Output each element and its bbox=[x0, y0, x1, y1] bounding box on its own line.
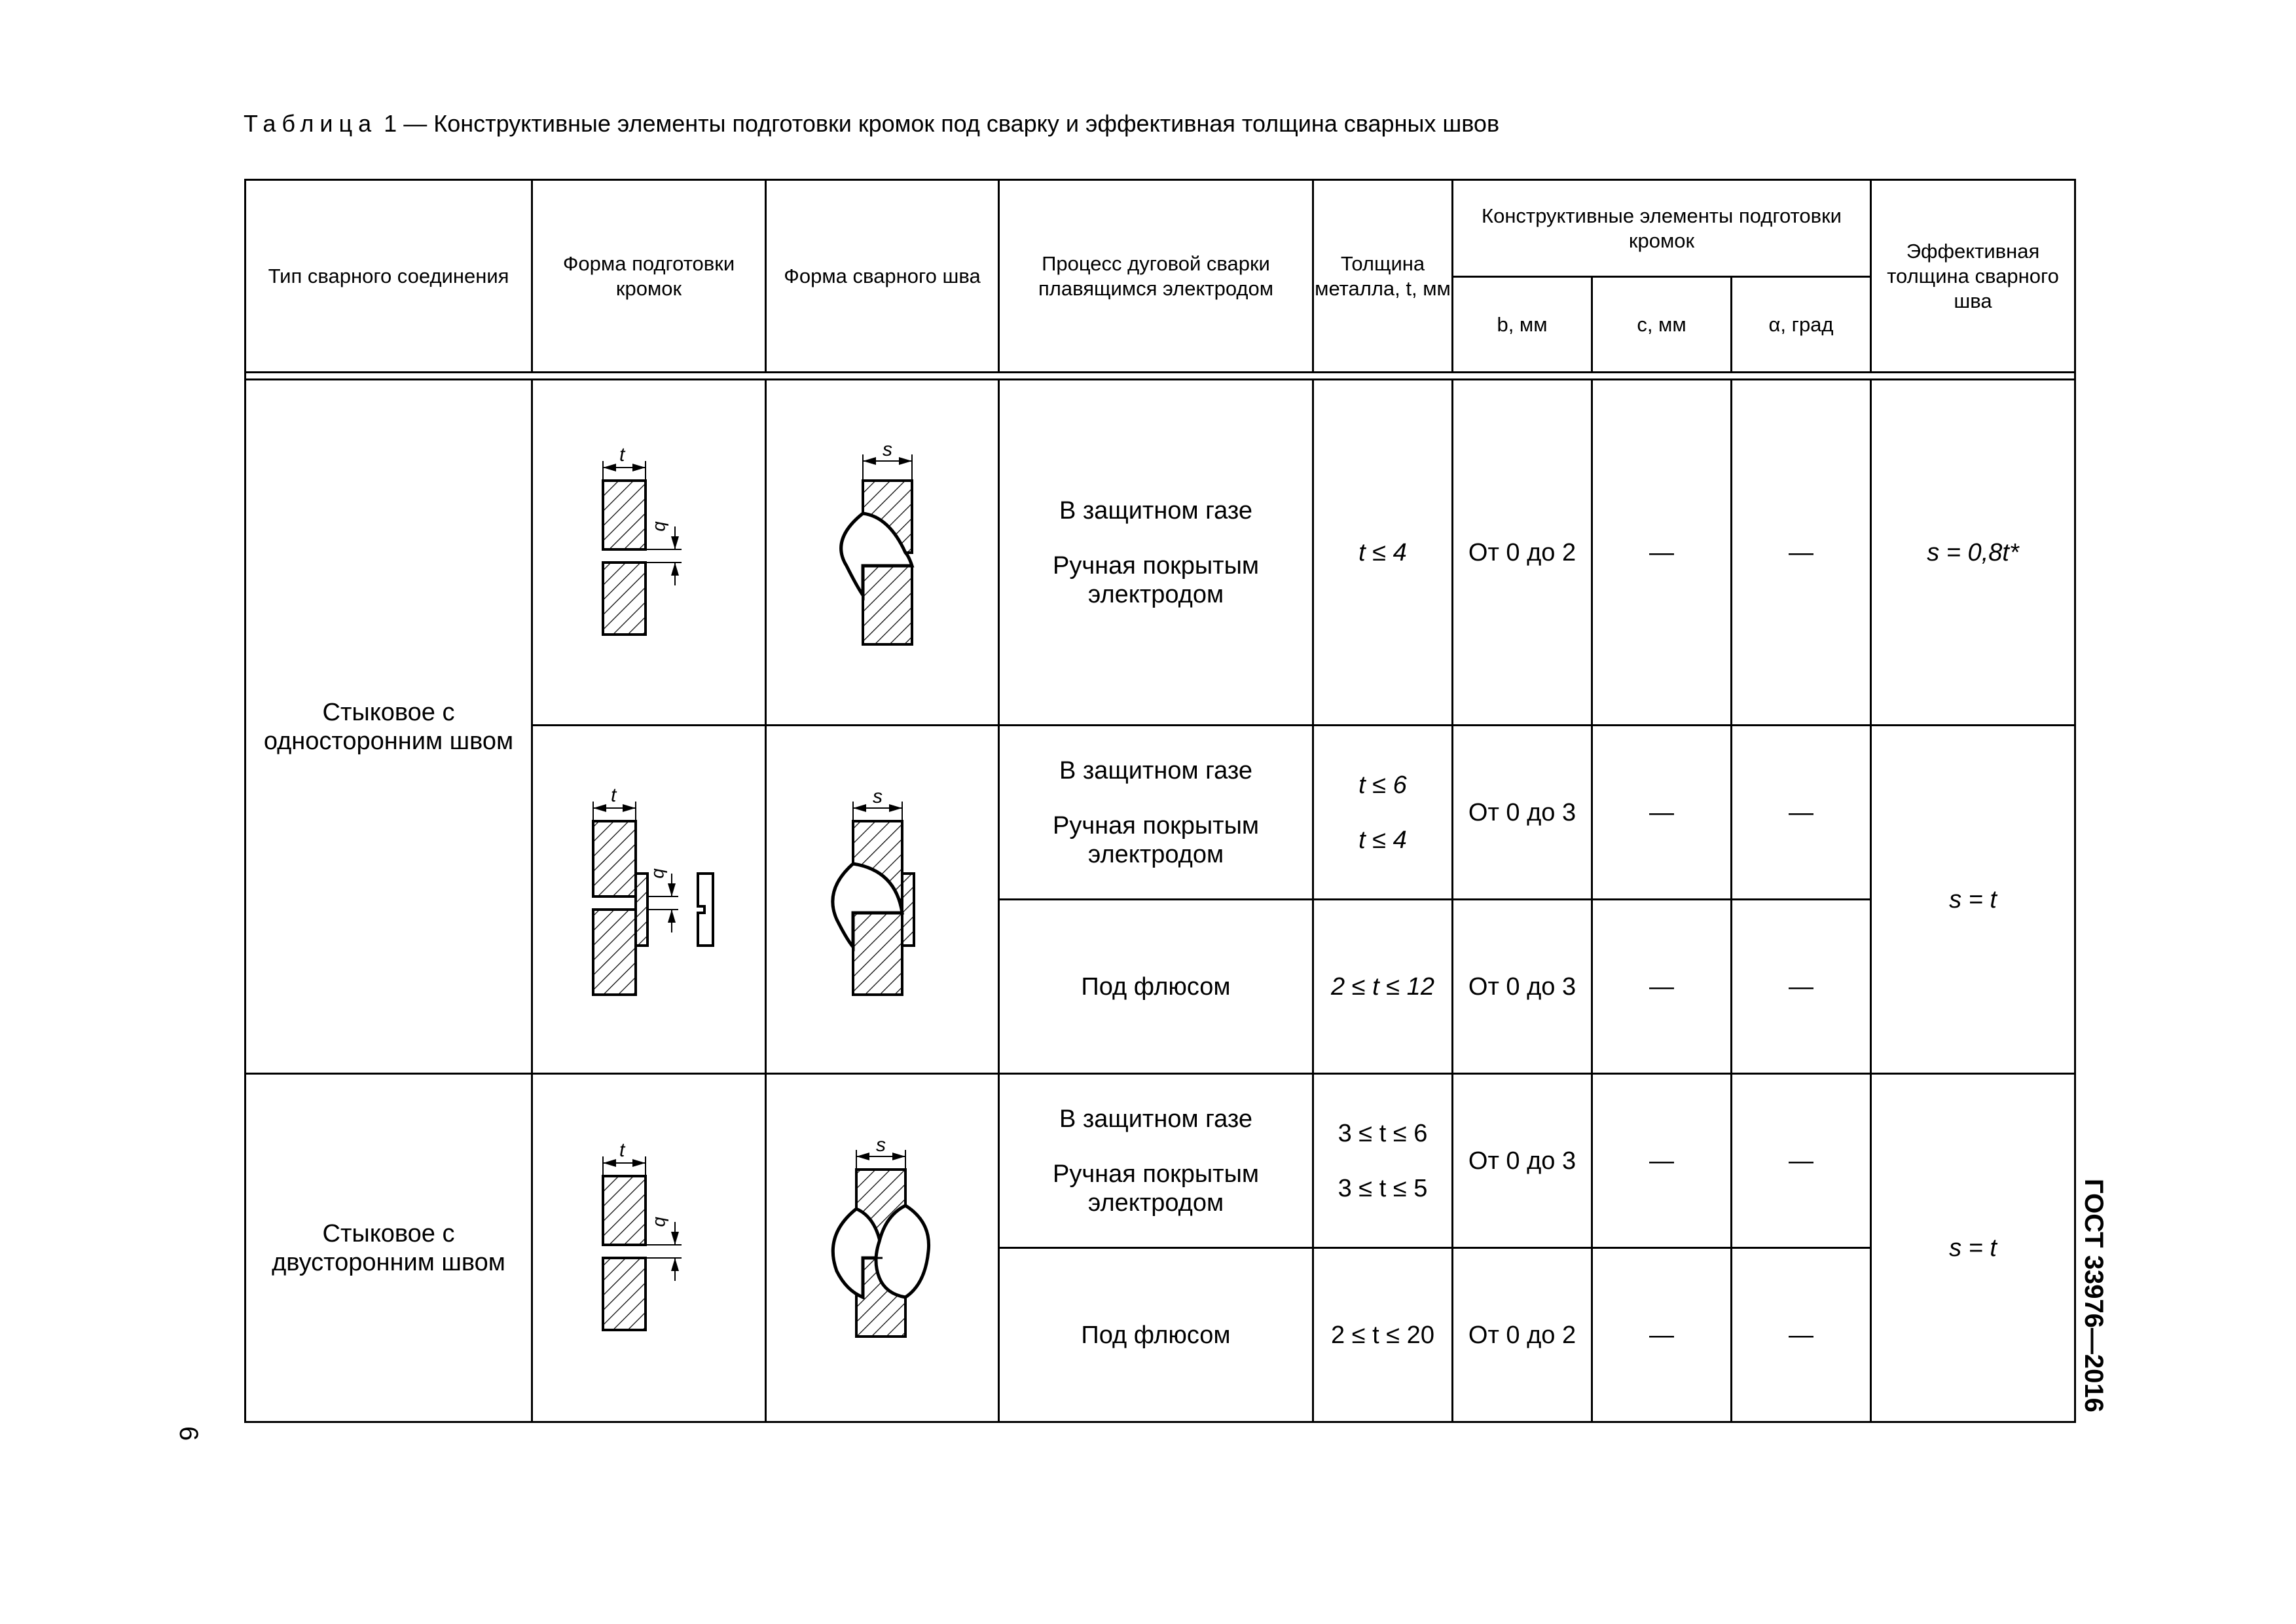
header-b: b, мм bbox=[1453, 277, 1592, 373]
label-t: t bbox=[611, 784, 617, 806]
process-cell-4 bbox=[999, 1074, 1313, 1248]
thickness-3 bbox=[1313, 900, 1453, 1074]
effective-value: s = 0,8t* bbox=[1927, 538, 2019, 566]
thickness-4 bbox=[1313, 1074, 1453, 1248]
effective-value: s = t bbox=[1949, 885, 1997, 913]
caption-number: 1 bbox=[384, 110, 397, 137]
thickness-value: t ≤ 6 bbox=[1358, 771, 1407, 799]
label-b: b bbox=[651, 521, 672, 532]
thickness-value: t ≤ 4 bbox=[1358, 826, 1407, 854]
effective-thickness-1 bbox=[1871, 380, 2075, 726]
alpha-value-2: — bbox=[1732, 726, 1871, 900]
label-b: b bbox=[651, 1216, 672, 1227]
weld-shape-diagram-3 bbox=[766, 1074, 999, 1422]
weld-shape-diagram-1 bbox=[766, 380, 999, 726]
alpha-value-1: — bbox=[1732, 380, 1871, 726]
header-effective-thickness: Эффективная толщина сварного шва bbox=[1871, 180, 2075, 373]
weld-shape-diagram-2 bbox=[766, 726, 999, 1074]
joint-double-sided: Стыковое с двусторонним швом bbox=[246, 1074, 532, 1422]
alpha-value-4: — bbox=[1732, 1074, 1871, 1248]
process-flux-1: Под флюсом bbox=[999, 900, 1313, 1074]
process-cell-2 bbox=[999, 726, 1313, 900]
header-thickness: Толщина металла, t, мм bbox=[1313, 180, 1453, 373]
header-c: c, мм bbox=[1592, 277, 1732, 373]
edge-prep-diagram-1 bbox=[532, 380, 766, 726]
label-t: t bbox=[619, 443, 625, 466]
c-value-5: — bbox=[1592, 1248, 1732, 1422]
label-s: s bbox=[882, 438, 892, 460]
process-gas: В защитном газе bbox=[1059, 756, 1253, 784]
edge-prep-figure bbox=[583, 1137, 714, 1359]
edge-prep-figure bbox=[583, 441, 714, 664]
thickness-value: t ≤ 4 bbox=[1358, 538, 1407, 566]
label-b: b bbox=[650, 868, 670, 879]
b-value-3: От 0 до 3 bbox=[1453, 900, 1592, 1074]
b-value-2: От 0 до 3 bbox=[1453, 726, 1592, 900]
thickness-1 bbox=[1313, 380, 1453, 726]
caption-label: Таблица bbox=[244, 110, 378, 137]
header-edge-prep: Форма подготовки кромок bbox=[532, 180, 766, 373]
effective-thickness-4 bbox=[1871, 1074, 2075, 1422]
b-value-1: От 0 до 2 bbox=[1453, 380, 1592, 726]
process-flux-2: Под флюсом bbox=[999, 1248, 1313, 1422]
process-manual: Ручная покрытым электродом bbox=[1052, 1160, 1260, 1217]
header-joint-type: Тип сварного соединения bbox=[246, 180, 532, 373]
edge-prep-figure bbox=[564, 782, 734, 1018]
weld-shape-figure bbox=[811, 782, 955, 1018]
header-weld-shape: Форма сварного шва bbox=[766, 180, 999, 373]
alpha-value-3: — bbox=[1732, 900, 1871, 1074]
table-caption bbox=[244, 110, 1499, 138]
document-code: ГОСТ 33976—2016 bbox=[2079, 1179, 2108, 1412]
b-value-5: От 0 до 2 bbox=[1453, 1248, 1592, 1422]
label-t: t bbox=[619, 1139, 625, 1161]
weld-shape-figure bbox=[817, 435, 948, 671]
b-value-4: От 0 до 3 bbox=[1453, 1074, 1592, 1248]
caption-text: — Конструктивные элементы подготовки кромок под сварку и эффективная толщина сварных швов bbox=[403, 110, 1500, 137]
thickness-value: 3 ≤ t ≤ 6 bbox=[1338, 1119, 1428, 1147]
process-gas: В защитном газе bbox=[1059, 1105, 1253, 1133]
page-number: 6 bbox=[174, 1426, 203, 1441]
edge-prep-diagram-2 bbox=[532, 726, 766, 1074]
joint-single-sided: Стыковое с односторонним швом bbox=[246, 380, 532, 1074]
thickness-value: 3 ≤ t ≤ 5 bbox=[1338, 1174, 1428, 1202]
weld-shape-figure bbox=[811, 1130, 955, 1366]
header-structural-elements: Конструктивные элементы подготовки кромок bbox=[1453, 180, 1871, 277]
c-value-4: — bbox=[1592, 1074, 1732, 1248]
process-manual: Ручная покрытым электродом bbox=[1052, 551, 1260, 608]
label-s: s bbox=[872, 785, 883, 807]
effective-value: s = t bbox=[1949, 1234, 1997, 1262]
edge-prep-diagram-3 bbox=[532, 1074, 766, 1422]
label-s: s bbox=[875, 1134, 886, 1156]
c-value-2: — bbox=[1592, 726, 1732, 900]
header-process: Процесс дуговой сварки плавящимся электродом bbox=[999, 180, 1313, 373]
c-value-3: — bbox=[1592, 900, 1732, 1074]
effective-thickness-2 bbox=[1871, 726, 2075, 1074]
thickness-5: 2 ≤ t ≤ 20 bbox=[1313, 1248, 1453, 1422]
thickness-value: 2 ≤ t ≤ 12 bbox=[1331, 972, 1434, 1001]
process-manual: Ручная покрытым электродом bbox=[1052, 811, 1260, 868]
alpha-value-5: — bbox=[1732, 1248, 1871, 1422]
weld-table bbox=[244, 179, 2076, 1423]
thickness-2 bbox=[1313, 726, 1453, 900]
c-value-1: — bbox=[1592, 380, 1732, 726]
header-alpha: α, град bbox=[1732, 277, 1871, 373]
process-gas: В защитном газе bbox=[1059, 496, 1253, 525]
process-cell-1 bbox=[999, 380, 1313, 726]
